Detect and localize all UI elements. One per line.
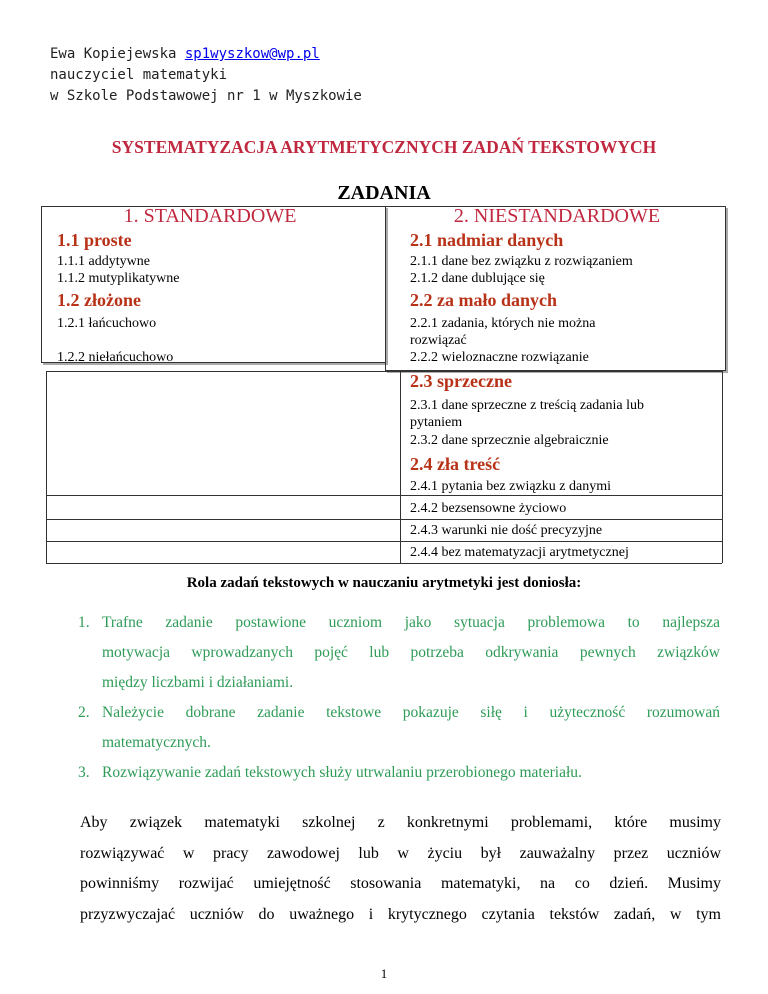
item-2-3-1-cont: pytaniem — [410, 415, 463, 430]
list-item — [76, 698, 720, 758]
right-heading: 2. NIESTANDARDOWE — [453, 205, 661, 227]
item-2-1-2: 2.1.2 dane dublujące się — [410, 271, 545, 286]
author-email-link[interactable]: sp1wyszkow@wp.pl — [184, 46, 320, 62]
category-2-2: 2.2 za mało danych — [410, 290, 558, 310]
list-line: między liczbami i działaniami. — [102, 674, 294, 691]
category-1-1: 1.1 proste — [57, 230, 132, 250]
list-number: 3. — [78, 764, 90, 781]
body-paragraph — [80, 808, 721, 930]
item-1-2-2: 1.2.2 niełańcuchowo — [57, 350, 174, 365]
list-line: Trafne zadanie postawione uczniom jako sytuacja problemowa to najlepsza — [102, 614, 720, 631]
paragraph-line: powinniśmy rozwijać umiejętność stosowania matematyki, na co dzień. Musimy — [80, 875, 721, 892]
document-title: SYSTEMATYZACJA ARYTMETYCZNYCH ZADAŃ TEKSTOWYCH — [111, 137, 657, 157]
grid-line — [46, 495, 722, 496]
item-2-1-1: 2.1.1 dane bez związku z rozwiązaniem — [410, 254, 633, 269]
list-line: Należycie dobrane zadanie tekstowe pokazuje siłę i użyteczność rozumowań — [102, 704, 720, 721]
item-2-2-1-cont: rozwiązać — [410, 333, 467, 348]
left-heading: 1. STANDARDOWE — [123, 205, 297, 227]
item-2-4-2: 2.4.2 bezsensowne życiowo — [410, 501, 567, 516]
grid-line — [46, 541, 722, 542]
item-1-1-2: 1.1.2 mutyplikatywne — [57, 271, 180, 286]
item-2-4-3: 2.4.3 warunki nie dość precyzyjne — [410, 523, 603, 538]
author-name: Ewa Kopiejewska — [50, 46, 177, 62]
category-2-3: 2.3 sprzeczne — [410, 371, 512, 391]
author-header — [50, 44, 362, 107]
item-1-2-1: 1.2.1 łańcuchowo — [57, 316, 157, 331]
paragraph-line: przyzwyczajać uczniów do uważnego i krytycznego czytania tekstów zadań, w tym — [80, 905, 721, 923]
author-role: nauczyciel matematyki — [50, 67, 228, 83]
author-line — [50, 44, 362, 65]
list-item — [76, 758, 720, 788]
role-list — [76, 608, 720, 788]
category-2-4: 2.4 zła treść — [410, 454, 501, 474]
grid-line — [46, 519, 722, 520]
table-caption: ZADANIA — [337, 182, 431, 204]
grid-line — [46, 563, 722, 564]
list-line: matematycznych. — [102, 734, 211, 751]
item-2-4-1: 2.4.1 pytania bez związku z danymi — [410, 479, 611, 494]
grid-line — [400, 371, 401, 563]
list-number: 2. — [78, 704, 90, 721]
author-school: w Szkole Podstawowej nr 1 w Myszkowie — [50, 88, 362, 104]
page-number: 1 — [380, 966, 388, 981]
list-item — [76, 608, 720, 698]
item-2-2-1: 2.2.1 zadania, których nie można — [410, 316, 596, 331]
grid-line — [46, 371, 47, 563]
item-2-2-2: 2.2.2 wieloznaczne rozwiązanie — [410, 350, 589, 365]
category-2-1: 2.1 nadmiar danych — [410, 230, 564, 250]
grid-line — [722, 371, 723, 563]
category-1-2: 1.2 złożone — [57, 290, 141, 310]
list-line: motywacja wprowadzanych pojęć lub potrzeba odkrywania pewnych związków — [102, 644, 720, 661]
item-1-1-1: 1.1.1 addytywne — [57, 254, 150, 269]
item-2-3-2: 2.3.2 dane sprzecznie algebraicznie — [410, 433, 609, 448]
paragraph-line: rozwiązywać w pracy zawodowej lub w życiu był zauważalny przez uczniów — [80, 844, 721, 862]
list-line: Rozwiązywanie zadań tekstowych służy utrwalaniu przerobionego materiału. — [102, 764, 582, 781]
list-number: 1. — [78, 614, 90, 631]
paragraph-line: Aby związek matematyki szkolnej z konkretnymi problemami, które musimy — [80, 814, 721, 831]
item-2-4-4: 2.4.4 bez matematyzacji arytmetycznej — [410, 545, 629, 560]
item-2-3-1: 2.3.1 dane sprzeczne z treścią zadania lub — [410, 398, 644, 413]
grid-line — [46, 371, 722, 372]
role-heading: Rola zadań tekstowych w nauczaniu arytmetyki jest doniosła: — [186, 575, 582, 591]
